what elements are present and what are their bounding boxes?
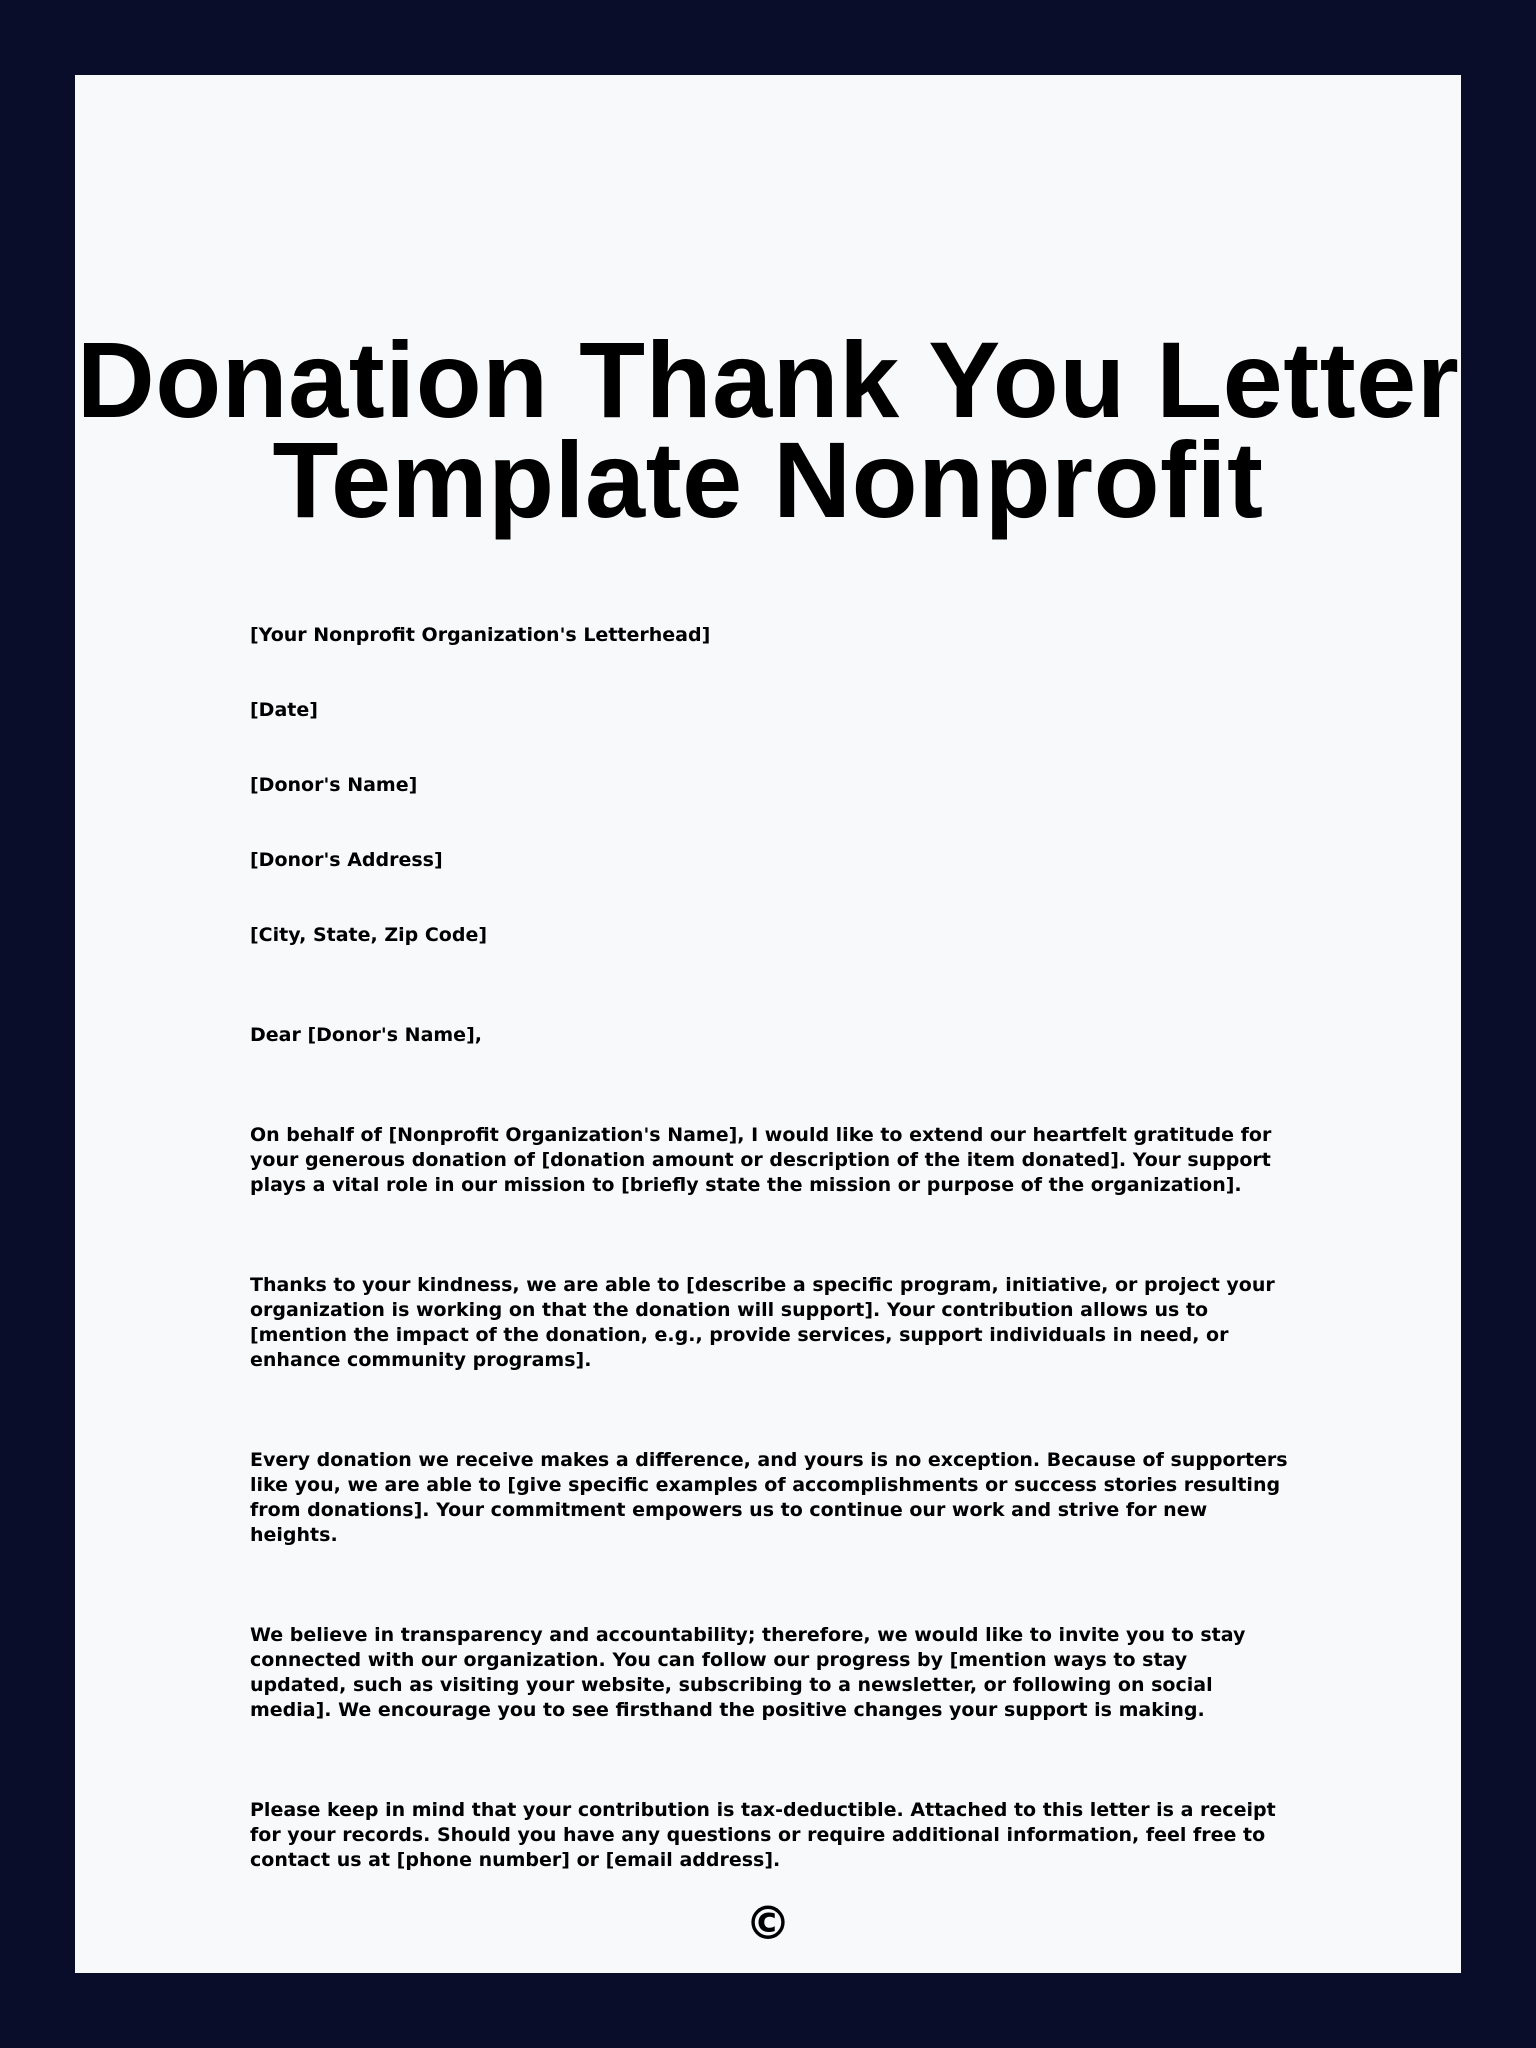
letter-body (250, 623, 1290, 1948)
date-line: [Date] (250, 699, 318, 721)
title-line-1: Donation Thank You Letter (76, 319, 1460, 440)
paragraph-transparency: We believe in transparency and accountability; therefore, we would like to invite you to stay connected with our organization. You can follow our progress by [mention ways to stay updated, such as visiting your website, subscribing to a newsletter, or following on social media]. We encourage you to see firsthand the positive changes your support is making. (250, 1624, 1246, 1721)
salutation: Dear [Donor's Name], (250, 1024, 482, 1046)
donor-name-line: [Donor's Name] (250, 774, 418, 796)
copyright-icon: © (745, 1896, 791, 1950)
paragraph-program: Thanks to your kindness, we are able to [describe a specific program, initiative, or project your organization is working on that the donation will support]. Your contribution allows us to [mention the impact of the donation, e.g., provide services, support individuals in need, or enhance community programs]. (250, 1274, 1275, 1371)
paragraph-gratitude: On behalf of [Nonprofit Organization's Name], I would like to extend our heartfelt gratitude for your generous donation of [donation amount or description of the item donated]. Your support plays a vital role in our mission to [briefly state the mission or purpose of the organization]. (250, 1124, 1272, 1196)
paragraph-tax-deductible: Please keep in mind that your contribution is tax-deductible. Attached to this letter is a receipt for your records. Should you have any questions or require additional information, feel free to contact us at [phone number] or [email address]. (250, 1799, 1276, 1871)
title-line-2: Template Nonprofit (272, 419, 1264, 540)
letterhead-line: [Your Nonprofit Organization's Letterhead] (250, 624, 711, 646)
letter-page (75, 75, 1461, 1973)
city-state-zip-line: [City, State, Zip Code] (250, 924, 488, 946)
document-title (75, 319, 1461, 540)
donor-address-line: [Donor's Address] (250, 849, 443, 871)
paragraph-impact: Every donation we receive makes a difference, and yours is no exception. Because of supporters like you, we are able to [give specific examples of accomplishments or success stories resulting from donations]. Your commitment empowers us to continue our work and strive for new heights. (250, 1449, 1288, 1546)
